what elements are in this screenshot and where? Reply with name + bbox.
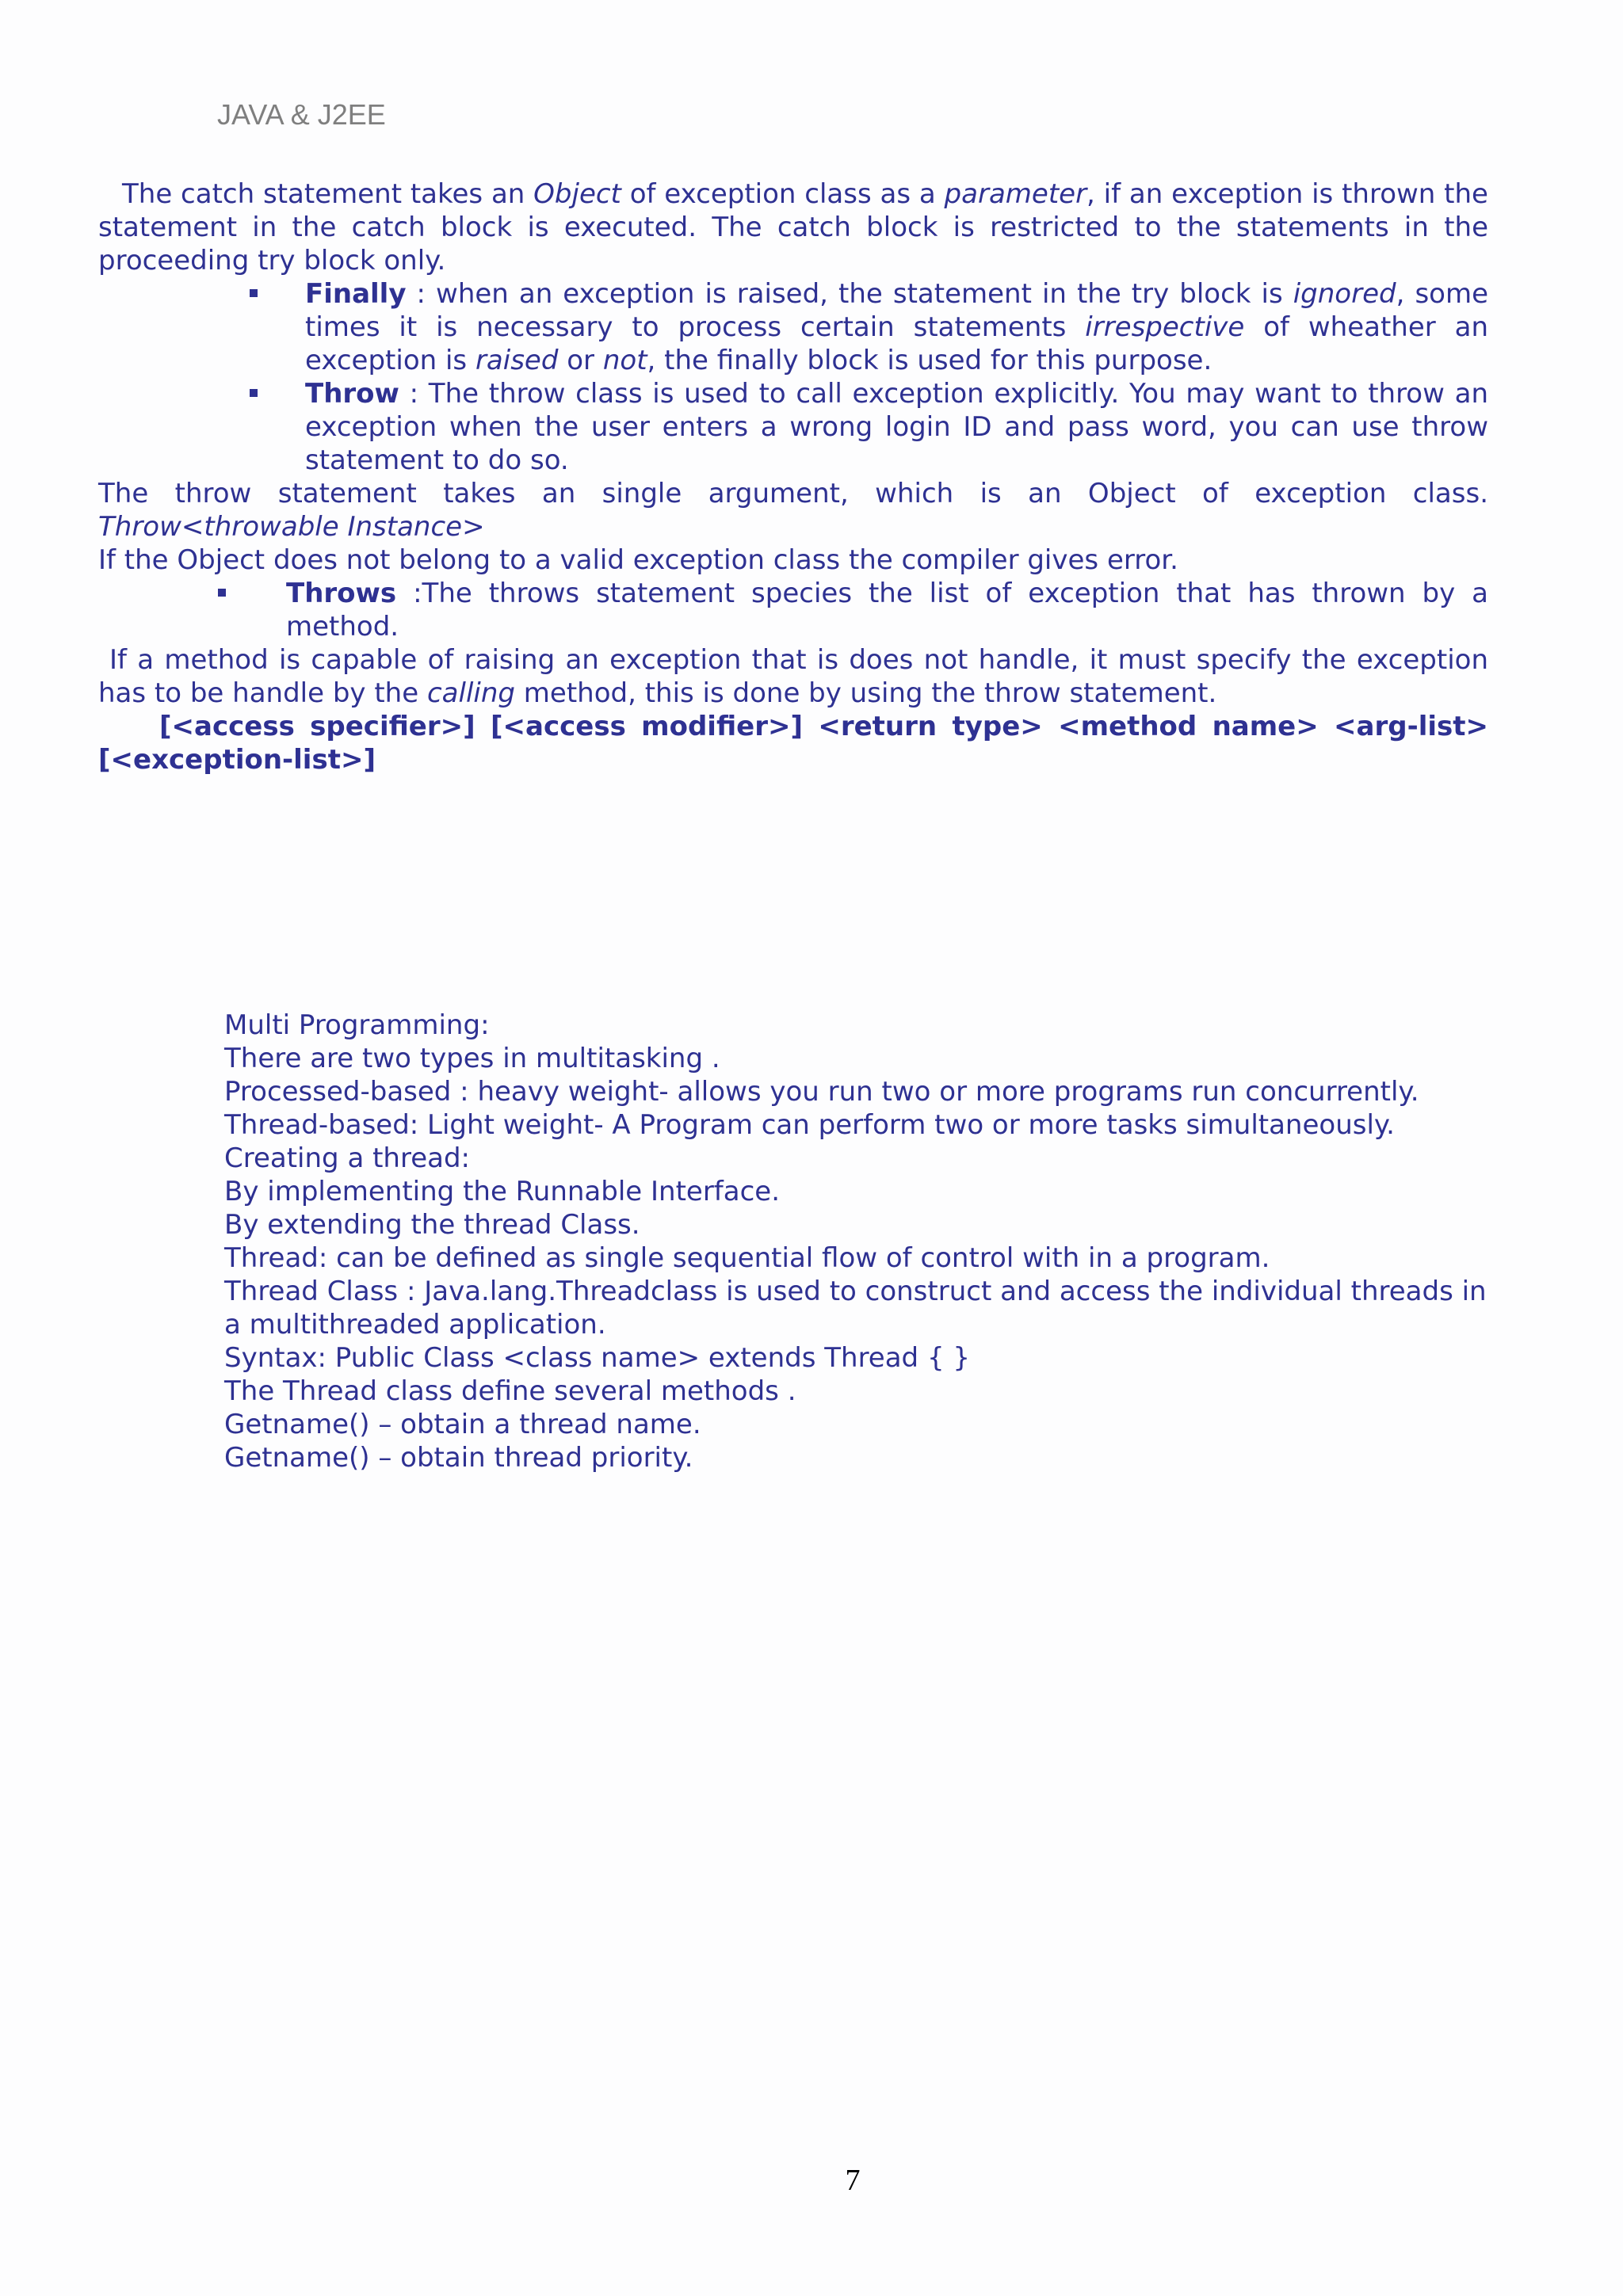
text: : The throw class is used to call exception explicitly. You may want to throw an exception when the user enters a wrong login ID and pass word, you can use throw statement to do so.	[305, 378, 1488, 476]
text-line: Thread-based: Light weight- A Program can perform two or more tasks simultaneously.	[224, 1109, 1395, 1141]
text-line: By implementing the Runnable Interface.	[224, 1176, 781, 1207]
throw-error-line: If the Object does not belong to a valid exception class the compiler gives error.	[98, 544, 1178, 576]
text: If a method is capable of raising an exception that is does not handle, it must specify the exception has to be handle by the	[98, 644, 1488, 709]
page-number: 7	[845, 2164, 861, 2197]
text: , if an exception is thrown the statement in the catch block is executed. The catch block is restricted to the statements in the proceeding try block only.	[98, 178, 1488, 277]
text: method, this is done by using the throw statement.	[514, 677, 1217, 709]
text-line: The Thread class define several methods .	[224, 1375, 796, 1407]
text-italic: Object	[533, 178, 621, 210]
text: , some times it is necessary to process certain statements	[305, 278, 1488, 343]
text-line: There are two types in multitasking .	[224, 1043, 720, 1074]
bullet-term: Throws	[286, 578, 397, 609]
text-italic: irrespective	[1085, 311, 1245, 343]
text: The catch statement takes an	[122, 178, 534, 210]
bullet-item-throws	[286, 577, 1488, 643]
text: of exception class as a	[621, 178, 945, 210]
catch-paragraph	[98, 177, 1488, 277]
text-line: By extending the thread Class.	[224, 1209, 640, 1241]
text-line: Processed-based : heavy weight- allows you run two or more programs run concurrently.	[224, 1076, 1419, 1108]
text-line: Syntax: Public Class <class name> extends Thread { }	[224, 1342, 971, 1374]
page-header: JAVA & J2EE	[217, 98, 386, 131]
throw-statement-line: The throw statement takes an single argument, which is an Object of exception class.	[98, 478, 1488, 509]
text: or	[558, 345, 603, 376]
multi-programming-section	[224, 1009, 1488, 1474]
bullet-term: Throw	[305, 378, 399, 410]
text-line: Thread: can be defined as single sequential flow of control with in a program.	[224, 1242, 1270, 1274]
text-line: Getname() – obtain a thread name.	[224, 1409, 701, 1440]
text-italic: calling	[426, 677, 515, 709]
throw-syntax	[98, 510, 1488, 543]
text-line: Creating a thread:	[224, 1142, 470, 1174]
section-heading: Multi Programming:	[224, 1009, 490, 1041]
bullet-square-icon	[250, 389, 258, 397]
text: , the finally block is used for this purpose.	[647, 345, 1212, 376]
main-content	[98, 177, 1488, 776]
text: : when an exception is raised, the statement in the try block is	[406, 278, 1293, 310]
text-italic: Throw<throwable Instance>	[98, 511, 485, 543]
text: of wheather an exception is	[305, 311, 1488, 376]
bullet-item-finally	[305, 277, 1488, 377]
text-line: Getname() – obtain thread priority.	[224, 1442, 693, 1474]
text: :The throws statement species the list of exception that has thrown by a method.	[286, 578, 1488, 643]
method-paragraph	[98, 643, 1488, 710]
text-italic: ignored	[1293, 278, 1396, 310]
text-italic: raised	[475, 345, 559, 376]
bullet-square-icon	[250, 289, 258, 297]
bullet-item-throw	[305, 377, 1488, 477]
bullet-term: Finally	[305, 278, 407, 310]
bullet-square-icon	[218, 589, 226, 597]
text-italic: parameter	[944, 178, 1087, 210]
text-line: Thread Class : Java.lang.Threadclass is used to construct and access the individual threads in a multithreaded application.	[224, 1276, 1487, 1341]
method-signature: [<access specifier>] [<access modifier>] <return type> <method name> <arg-list> [<exception-list>]	[98, 711, 1488, 776]
text-italic: not	[602, 345, 647, 376]
